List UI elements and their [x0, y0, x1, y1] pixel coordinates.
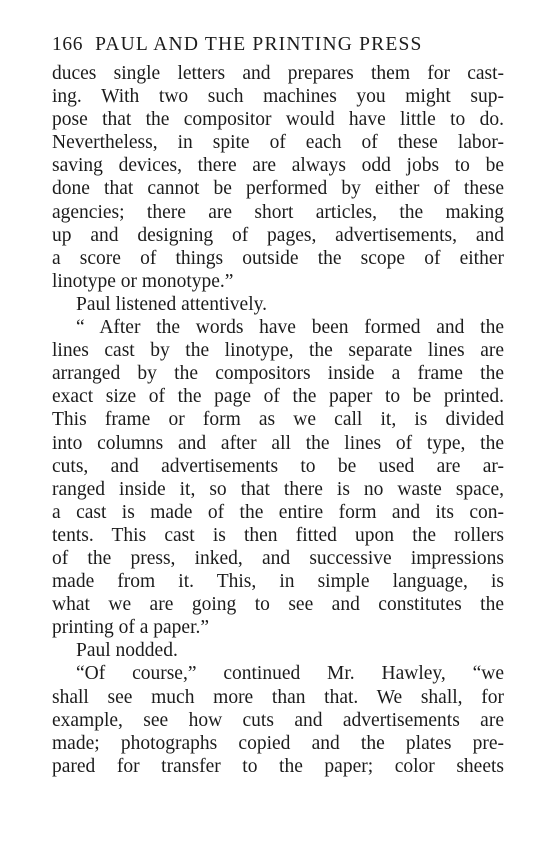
text-line: Paul nodded.	[76, 640, 178, 662]
text-line: tents. This cast is then fitted upon the rollers	[52, 524, 504, 546]
text-line: This frame or form as we call it, is divided	[52, 409, 504, 431]
text-line: agencies; there are short articles, the making	[52, 201, 504, 223]
text-line: lines cast by the linotype, the separate lines are	[52, 340, 504, 362]
book-page	[52, 30, 504, 778]
text-line: arranged by the compositors inside a frame the	[52, 363, 504, 385]
text-line: pared for transfer to the paper; color sheets	[52, 755, 504, 777]
text-line: made from it. This, in simple language, is	[52, 571, 504, 593]
text-line: “ After the words have been formed and the	[76, 317, 504, 339]
text-line: exact size of the page of the paper to be printed.	[52, 386, 504, 408]
text-line: Paul listened attentively.	[76, 293, 267, 315]
text-line: printing of a paper.”	[52, 617, 210, 639]
text-line: duces single letters and prepares them for cast-	[52, 63, 504, 84]
text-line: a score of things outside the scope of either	[52, 247, 504, 269]
running-title: PAUL AND THE PRINTING PRESS	[95, 34, 423, 55]
text-line: shall see much more than that. We shall, for	[52, 686, 504, 708]
page-number: 166	[52, 34, 84, 55]
text-line: pose that the compositor would have little to do.	[52, 109, 504, 131]
text-line: cuts, and advertisements to be used are ar-	[52, 455, 504, 477]
text-line: example, see how cuts and advertisements are	[52, 709, 504, 731]
text-line: into columns and after all the lines of type, the	[52, 432, 504, 454]
body-text	[52, 62, 504, 778]
text-line: Nevertheless, in spite of each of these labor-	[52, 132, 504, 154]
text-line: made; photographs copied and the plates pre-	[52, 732, 504, 754]
text-line: ranged inside it, so that there is no waste space,	[52, 478, 504, 500]
text-line: linotype or monotype.”	[52, 270, 234, 292]
text-line: a cast is made of the entire form and its con-	[52, 501, 504, 523]
text-line: saving devices, there are always odd jobs to be	[52, 155, 504, 177]
page-header	[52, 30, 504, 60]
text-line: ing. With two such machines you might sup-	[52, 86, 504, 108]
text-line: done that cannot be performed by either of these	[52, 178, 504, 200]
text-line: up and designing of pages, advertisements, and	[52, 224, 504, 246]
text-line: what we are going to see and constitutes the	[52, 594, 504, 616]
text-line: of the press, inked, and successive impressions	[52, 547, 504, 569]
text-line: “Of course,” continued Mr. Hawley, “we	[76, 663, 504, 685]
